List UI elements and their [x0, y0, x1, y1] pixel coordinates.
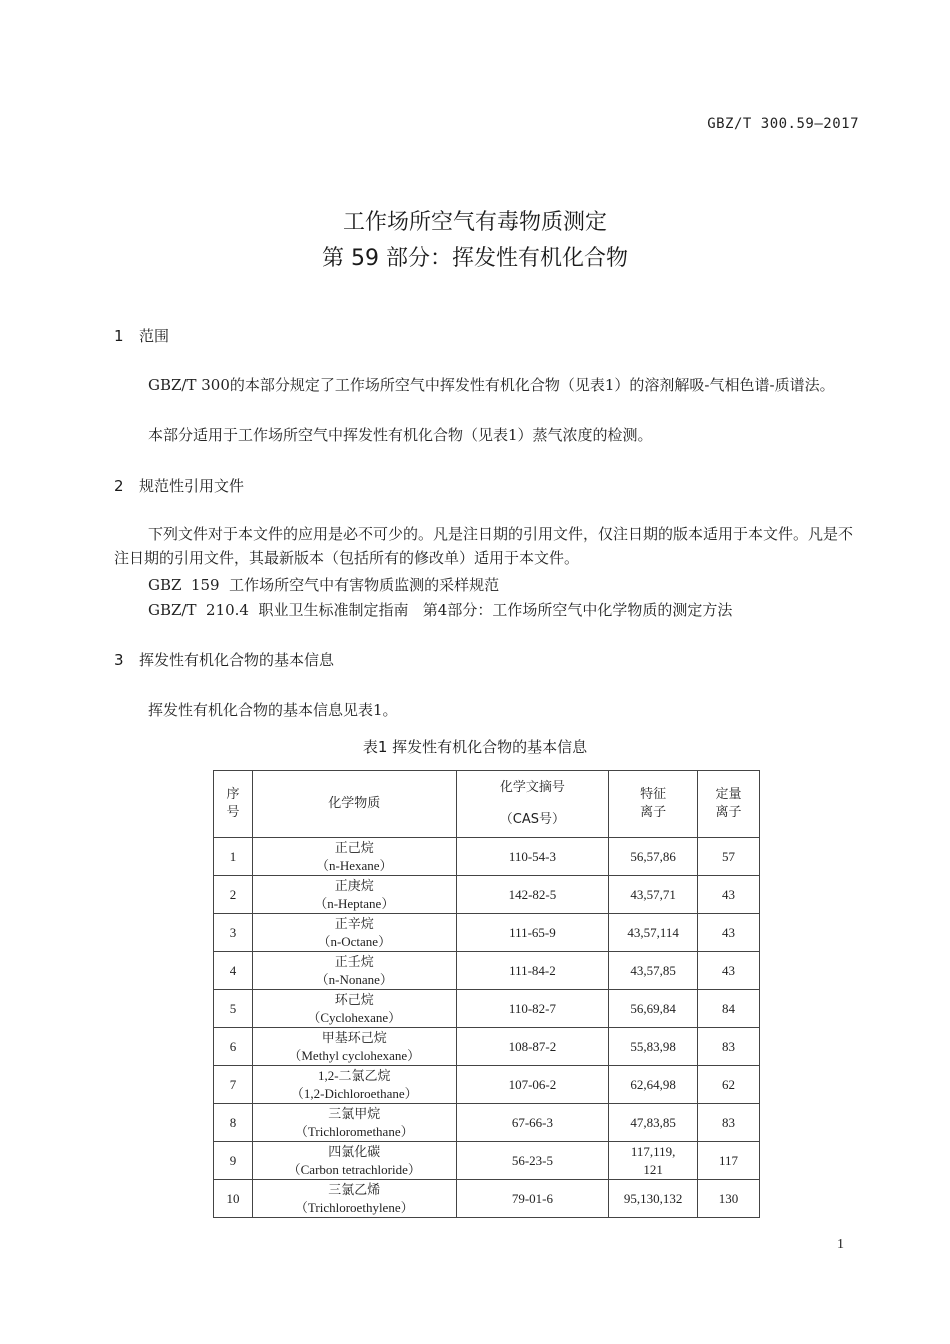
- cell-cas-number: 110-54-3: [456, 838, 609, 876]
- cell-quantitative-ion: 83: [698, 1104, 760, 1142]
- cell-cas-number: 110-82-7: [456, 990, 609, 1028]
- cell-chemical-name: [252, 1180, 456, 1218]
- chemical-name-cn: 正己烷: [334, 839, 374, 855]
- cell-seq: 4: [214, 952, 253, 990]
- chemical-name-en: （n-Octane）: [317, 933, 392, 949]
- chemical-name-en: （1,2-Dichloroethane）: [290, 1085, 418, 1101]
- normative-reference-2: GBZ/T 210.4 职业卫生标准制定指南 第4部分：工作场所空气中化学物质的测定方法: [148, 601, 733, 619]
- cell-cas-number: 111-84-2: [456, 952, 609, 990]
- chemical-name-cn: 环己烷: [334, 991, 374, 1007]
- cell-quantitative-ion: 130: [698, 1180, 760, 1218]
- chemical-name-en: （Trichloroethylene）: [294, 1199, 414, 1215]
- section-3-title: 挥发性有机化合物的基本信息: [139, 651, 335, 669]
- table-row: [214, 876, 760, 914]
- cell-cas-number: 107-06-2: [456, 1066, 609, 1104]
- cell-quantitative-ion: 43: [698, 952, 760, 990]
- document-title: [0, 205, 950, 277]
- section-3-paragraph-1: 挥发性有机化合物的基本信息见表1。: [148, 701, 398, 719]
- cell-quantitative-ion: 43: [698, 914, 760, 952]
- cell-seq: 5: [214, 990, 253, 1028]
- cell-chemical-name: [252, 952, 456, 990]
- cell-characteristic-ions: [609, 1180, 698, 1218]
- chemical-name-en: （n-Heptane）: [314, 895, 395, 911]
- cell-characteristic-ions: [609, 1028, 698, 1066]
- cell-characteristic-ions: [609, 1142, 698, 1180]
- table-row: [214, 1142, 760, 1180]
- section-2-heading: [114, 475, 244, 496]
- cell-chemical-name: [252, 990, 456, 1028]
- chemical-name-cn: 三氯甲烷: [328, 1105, 381, 1121]
- cell-quantitative-ion: 117: [698, 1142, 760, 1180]
- chemical-name-cn: 四氯化碳: [328, 1143, 381, 1159]
- table-header-row: [214, 771, 760, 838]
- cell-chemical-name: [252, 838, 456, 876]
- cell-quantitative-ion: 83: [698, 1028, 760, 1066]
- chemical-name-cn: 甲基环己烷: [321, 1029, 387, 1045]
- cell-characteristic-ions: [609, 876, 698, 914]
- cell-chemical-name: [252, 1066, 456, 1104]
- normative-reference-1: GBZ 159 工作场所空气中有害物质监测的采样规范: [148, 576, 500, 594]
- cell-cas-number: 142-82-5: [456, 876, 609, 914]
- table-row: [214, 1028, 760, 1066]
- section-1-number: 1: [114, 327, 124, 345]
- table-row: [214, 838, 760, 876]
- cell-cas-number: 111-65-9: [456, 914, 609, 952]
- cell-characteristic-ions: [609, 952, 698, 990]
- cell-seq: 2: [214, 876, 253, 914]
- chemical-name-en: （Methyl cyclohexane）: [288, 1047, 421, 1063]
- chemical-name-cn: 1,2-二氯乙烷: [317, 1067, 391, 1083]
- cell-characteristic-ions: [609, 914, 698, 952]
- chemical-name-cn: 正庚烷: [334, 877, 374, 893]
- cell-seq: 1: [214, 838, 253, 876]
- cell-quantitative-ion: 57: [698, 838, 760, 876]
- characteristic-ions-line-2: 121: [643, 1161, 663, 1177]
- cell-seq: 8: [214, 1104, 253, 1142]
- chemical-name-en: （n-Hexane）: [315, 857, 393, 873]
- section-1-title: 范围: [139, 327, 170, 345]
- characteristic-ions-line-1: 56,57,86: [630, 848, 676, 864]
- cell-seq: 3: [214, 914, 253, 952]
- characteristic-ions-line-1: 117,119,: [630, 1143, 676, 1159]
- characteristic-ions-line-1: 55,83,98: [630, 1038, 676, 1054]
- table-caption: 表1 挥发性有机化合物的基本信息: [362, 738, 588, 756]
- cell-characteristic-ions: [609, 1104, 698, 1142]
- chemical-name-cn: 三氯乙烯: [328, 1181, 381, 1197]
- characteristic-ions-line-1: 47,83,85: [630, 1114, 676, 1130]
- characteristic-ions-line-1: 43,57,114: [627, 924, 679, 940]
- chemical-name-cn: 正壬烷: [334, 953, 374, 969]
- header-characteristic-ions: 特征 离子: [609, 771, 698, 838]
- cell-chemical-name: [252, 876, 456, 914]
- cell-chemical-name: [252, 1142, 456, 1180]
- cell-cas-number: 67-66-3: [456, 1104, 609, 1142]
- standard-code: GBZ/T 300.59—2017: [707, 116, 859, 132]
- header-cas-number: 化学文摘号 （CAS号）: [456, 771, 609, 838]
- characteristic-ions-line-1: 62,64,98: [630, 1076, 676, 1092]
- cell-characteristic-ions: [609, 1066, 698, 1104]
- chemical-name-cn: 正辛烷: [334, 915, 374, 931]
- table-row: [214, 952, 760, 990]
- cell-quantitative-ion: 62: [698, 1066, 760, 1104]
- cell-quantitative-ion: 84: [698, 990, 760, 1028]
- cell-characteristic-ions: [609, 990, 698, 1028]
- header-chemical-name: 化学物质: [252, 771, 456, 838]
- chemical-name-en: （n-Nonane）: [315, 971, 393, 987]
- table-body: [214, 838, 760, 1218]
- table-row: [214, 1066, 760, 1104]
- section-3-number: 3: [114, 651, 124, 669]
- cell-seq: 9: [214, 1142, 253, 1180]
- chemical-name-en: （Carbon tetrachloride）: [287, 1161, 421, 1177]
- section-3-heading: [114, 649, 334, 670]
- chemical-name-en: （Trichloromethane）: [294, 1123, 414, 1139]
- header-quantitative-ion: 定量 离子: [698, 771, 760, 838]
- title-line-2: 第 59 部分：挥发性有机化合物: [322, 246, 628, 271]
- cell-seq: 10: [214, 1180, 253, 1218]
- section-1-paragraph-1: GBZ/T 300的本部分规定了工作场所空气中挥发性有机化合物（见表1）的溶剂解吸-气相色谱-质谱法。: [148, 376, 835, 394]
- cell-chemical-name: [252, 1104, 456, 1142]
- table-row: [214, 990, 760, 1028]
- section-2-number: 2: [114, 477, 124, 495]
- table-row: [214, 1104, 760, 1142]
- table-row: [214, 914, 760, 952]
- cell-cas-number: 79-01-6: [456, 1180, 609, 1218]
- characteristic-ions-line-1: 56,69,84: [630, 1000, 676, 1016]
- cell-quantitative-ion: 43: [698, 876, 760, 914]
- characteristic-ions-line-1: 95,130,132: [623, 1190, 683, 1206]
- section-1-paragraph-2: 本部分适用于工作场所空气中挥发性有机化合物（见表1）蒸气浓度的检测。: [148, 426, 653, 444]
- cell-cas-number: 108-87-2: [456, 1028, 609, 1066]
- cell-cas-number: 56-23-5: [456, 1142, 609, 1180]
- cell-chemical-name: [252, 914, 456, 952]
- cell-seq: 7: [214, 1066, 253, 1104]
- title-line-1: 工作场所空气有毒物质测定: [342, 210, 607, 235]
- section-1-heading: [114, 325, 169, 346]
- cell-seq: 6: [214, 1028, 253, 1066]
- cell-chemical-name: [252, 1028, 456, 1066]
- page-number: 1: [837, 1237, 844, 1252]
- characteristic-ions-line-1: 43,57,71: [630, 886, 676, 902]
- voc-info-table: [213, 770, 760, 1218]
- chemical-name-en: （Cyclohexane）: [307, 1009, 402, 1025]
- cell-characteristic-ions: [609, 838, 698, 876]
- table-row: [214, 1180, 760, 1218]
- characteristic-ions-line-1: 43,57,85: [630, 962, 676, 978]
- header-seq: 序 号: [214, 771, 253, 838]
- section-2-paragraph-1: 下列文件对于本文件的应用是必不可少的。凡是注日期的引用文件，仅注日期的版本适用于本文件。凡是不注日期的引用文件，其最新版本（包括所有的修改单）适用于本文件。: [114, 525, 854, 567]
- section-2-title: 规范性引用文件: [139, 477, 245, 495]
